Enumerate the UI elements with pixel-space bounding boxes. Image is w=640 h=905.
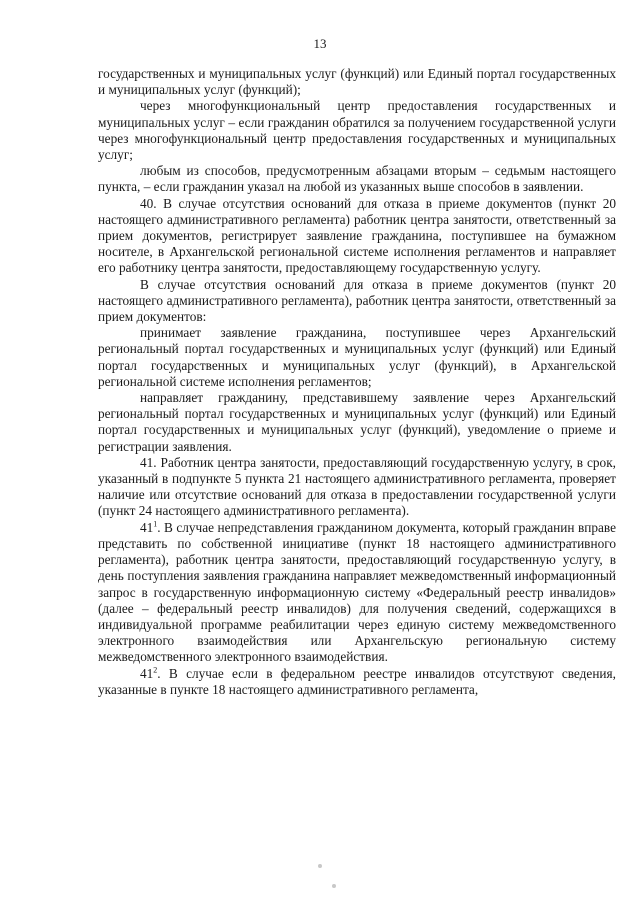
paragraph-41-2	[98, 666, 616, 698]
clause-number: 41	[140, 665, 154, 681]
paragraph-41-1	[98, 520, 616, 666]
clause-number: 41	[140, 519, 154, 535]
paragraph: через многофункциональный центр предоставления государственных и муниципальных услуг – если гражданин обратился за получением государственной услуги через многофункциональный центр предоставления государственных и муниципальных услуг;	[98, 98, 616, 163]
clause-text: . В случае если в федеральном реестре инвалидов отсутствуют сведения, указанные в пункте 18 настоящего административного регламента,	[98, 665, 616, 697]
document-body	[98, 66, 616, 698]
paragraph: направляет гражданину, представившему заявление через Архангельский региональный портал государственных и муниципальных услуг (функций) или Единый портал государственных и муниципальных услуг (функций), уведомление о приеме и регистрации заявления.	[98, 390, 616, 454]
paragraph-41: 41. Работник центра занятости, предоставляющий государственную услугу, в срок, указанный в подпункте 5 пункта 21 настоящего административного регламента, проверяет наличие или отсутствие оснований для отказа в предоставлении государственной услуги (пункт 24 настоящего административного регламента).	[98, 454, 616, 519]
clause-superscript: 1	[153, 519, 158, 529]
paragraph: любым из способов, предусмотренным абзацами вторым – седьмым настоящего пункта, – если гражданин указал на любой из указанных выше способов в заявлении.	[98, 163, 616, 195]
scan-speck	[318, 864, 322, 868]
clause-text: . В случае непредставления гражданином документа, который гражданин вправе представить по собственной инициативе (пункт 18 настоящего административного регламента), работник центра занятости, предоставляющий государственную услугу, в день поступления заявления гражданина направляет межведомственный информационный запрос в государственную информационную систему «Федеральный реестр инвалидов» (далее – федеральный реестр инвалидов) для получения сведений, содержащихся в индивидуальной программе реабилитации через единую систему межведомственного электронного взаимодействия или Архангельскую региональную систему межведомственного электронного взаимодействия.	[98, 519, 616, 665]
clause-superscript: 2	[153, 665, 158, 675]
page-number: 13	[313, 36, 327, 51]
paragraph-40: 40. В случае отсутствия оснований для отказа в приеме документов (пункт 20 настоящего административного регламента) работник центра занятости, ответственный за прием документов, регистрирует заявление гражданина, поступившее на бумажном носителе, в Архангельской региональной системе исполнения регламентов и направляет его работнику центра занятости, предоставляющему государственную услугу.	[98, 195, 616, 276]
paragraph: государственных и муниципальных услуг (функций) или Единый портал государственных и муниципальных услуг (функций);	[98, 66, 616, 98]
paragraph: принимает заявление гражданина, поступившее через Архангельский региональный портал государственных и муниципальных услуг (функций) или Единый портал государственных и муниципальных услуг (функций), в Архангельской региональной системе исполнения регламентов;	[98, 325, 616, 389]
paragraph: В случае отсутствия оснований для отказа в приеме документов (пункт 20 настоящего административного регламента), работник центра занятости, ответственный за прием документов:	[98, 276, 616, 325]
scan-speck	[332, 884, 336, 888]
